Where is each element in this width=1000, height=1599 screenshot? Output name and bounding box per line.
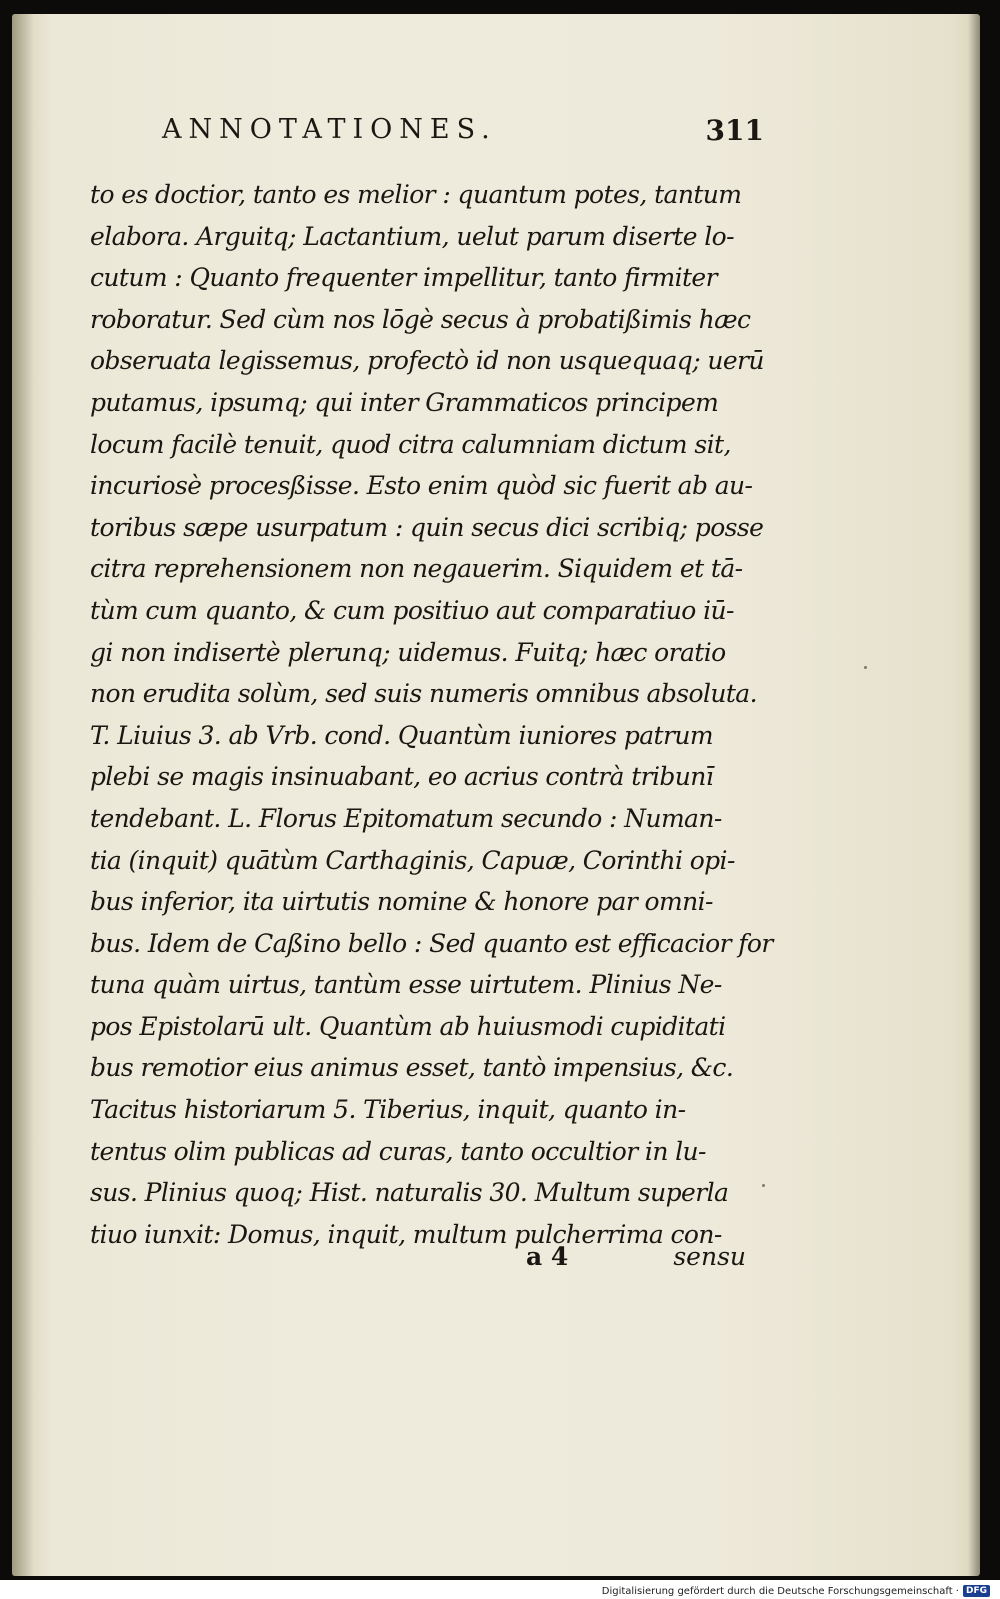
text-line: tia (inquit) quātùm Carthaginis, Capuæ, Corinthi opi- [90,845,735,875]
gutter-shadow [12,14,34,1576]
text-line: toribus sæpe usurpatum : quin secus dici scribiq; posse [90,512,764,542]
text-line: incuriosè procesßisse. Esto enim quòd sic fuerit ab au- [90,471,753,501]
text-line: tentus olim publicas ad curas, tanto occultior in lu- [90,1136,706,1166]
dfg-logo: DFG [963,1585,990,1597]
catchword: sensu [673,1242,746,1271]
page-number: 311 [705,114,764,147]
text-line: tuna quàm uirtus, tantùm esse uirtutem. Plinius Ne- [90,970,722,1000]
text-line: bus. Idem de Caßino bello : Sed quanto est efficacior for [90,928,773,958]
book-page [12,14,980,1576]
text-line: roboratur. Sed cùm nos lōgè secus à probatißimis hæc [90,304,751,334]
text-line: putamus, ipsumq; qui inter Grammaticos principem [90,387,719,417]
text-line: gi non indisertè plerunq; uidemus. Fuitq; hæc oratio [90,637,726,667]
page-footer [90,1242,746,1286]
text-line: tendebant. L. Florus Epitomatum secundo : Numan- [90,803,722,833]
text-line: Tacitus historiarum 5. Tiberius, inquit, quanto in- [90,1095,686,1125]
body-text [90,174,773,1255]
text-line: tùm cum quanto, & cum positiuo aut comparatiuo iū- [90,595,734,625]
page-header [162,114,782,154]
running-head: ANNOTATIONES. [162,114,497,145]
text-line: plebi se magis insinuabant, eo acrius contrà tribunī [90,762,714,792]
text-line: non erudita solùm, sed suis numeris omnibus absoluta. [90,679,757,709]
text-line: pos Epistolarū ult. Quantùm ab huiusmodi cupiditati [90,1011,726,1041]
text-line: cutum : Quanto frequenter impellitur, tanto firmiter [90,263,717,293]
text-line: bus inferior, ita uirtutis nomine & honore par omni- [90,887,713,917]
paper-speck [864,666,867,669]
text-line: bus remotior eius animus esset, tantò impensius, &c. [90,1053,734,1083]
text-line: citra reprehensionem non negauerim. Siquidem et tā- [90,554,743,584]
digitization-credit [602,1585,990,1597]
text-line: elabora. Arguitq; Lactantium, uelut parum diserte lo- [90,221,734,251]
text-line: sus. Plinius quoq; Hist. naturalis 30. Multum superla [90,1178,729,1208]
page-edge-shadow [968,14,980,1576]
text-line: tiuo iunxit: Domus, inquit, multum pulcherrima con- [90,1219,722,1249]
text-line: obseruata legissemus, profectò id non usquequaq; uerū [90,346,764,376]
text-line: to es doctior, tanto es melior : quantum potes, tantum [90,180,742,209]
credit-text: Digitalisierung gefördert durch die Deutsche Forschungsgemeinschaft · [601,1585,959,1597]
paper-speck [762,1184,765,1187]
text-line: locum facilè tenuit, quod citra calumniam dictum sit, [90,429,731,459]
text-line: T. Liuius 3. ab Vrb. cond. Quantùm iuniores patrum [90,720,713,750]
signature-mark: a 4 [526,1242,569,1271]
